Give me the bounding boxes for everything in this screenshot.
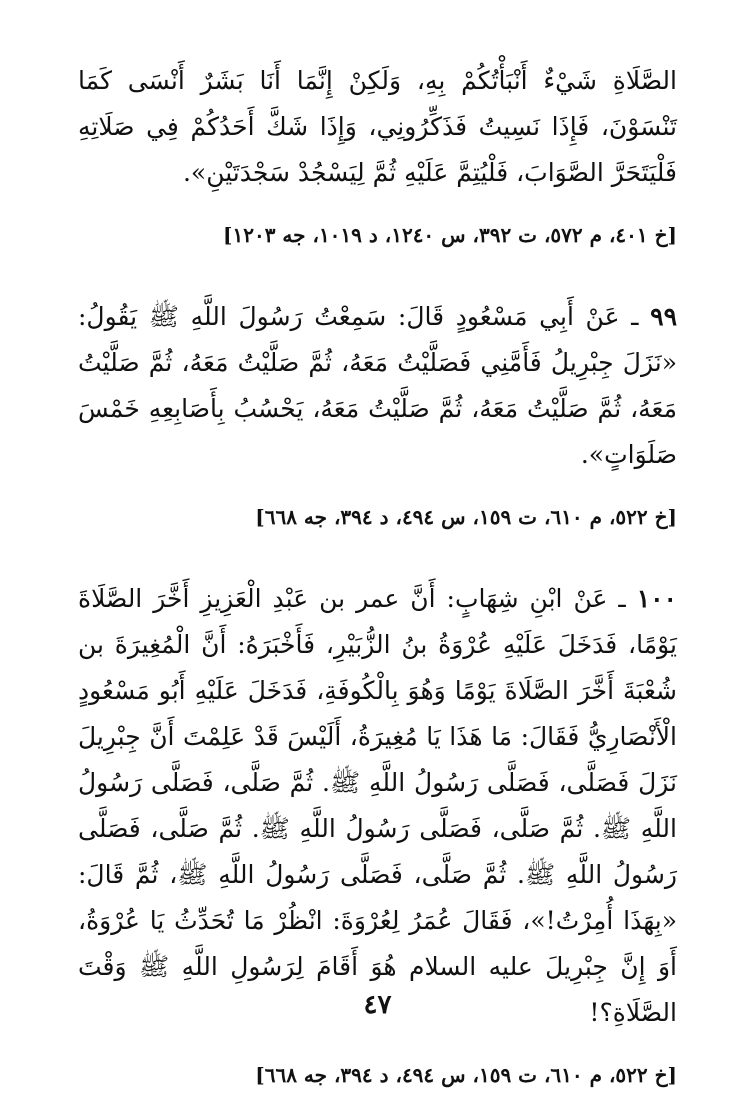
- hadith-100-paragraph: [78, 576, 677, 1036]
- hadith-99-paragraph: [78, 294, 677, 478]
- continuation-reference: [خ ٤٠١، م ٥٧٢، ت ٣٩٢، س ١٢٤٠، د ١٠١٩، جه ١٢٠٣]: [223, 223, 677, 247]
- page-number: ٤٧: [363, 990, 392, 1020]
- continuation-paragraph: الصَّلَاةِ شَيْءٌ أَنْبَأْتُكُمْ بِهِ، وَلَكِنْ إِنَّمَا أَنَا بَشَرٌ أَنْسَى كَمَا تَنْسَوْنَ، فَإِذَا نَسِيتُ فَذَكِّرُونِي، وَإِذَا شَكَّ أَحَدُكُمْ فِي صَلَاتِهِ فَلْيَتَحَرَّ الصَّوَابَ، فَلْيُتِمَّ عَلَيْهِ ثُمَّ لِيَسْجُدْ سَجْدَتَيْنِ».: [78, 66, 677, 187]
- hadith-100-reference: [خ ٥٢٢، م ٦١٠، ت ١٥٩، س ٤٩٤، د ٣٩٤، جه ٦٦٨]: [255, 1063, 677, 1087]
- hadith-99-number: ٩٩: [650, 302, 677, 331]
- hadith-100-number: ١٠٠: [636, 584, 677, 613]
- hadith-100-text: ـ عَنْ ابْنِ شِهَابٍ: أَنَّ عمر بن عَبْدِ الْعَزِيزِ أَخَّرَ الصَّلَاةَ يَوْمًا، فَدَخَلَ عَلَيْهِ عُرْوَةُ بنُ الزُّبَيْرِ، فَأَخْبَرَهُ: أَنَّ الْمُغِيرَةَ بن شُعْبَةَ أَخَّرَ الصَّلَاةَ يَوْمًا وَهُوَ بِالْكُوفَةِ، فَدَخَلَ عَلَيْهِ أَبُو مَسْعُودٍ الْأَنْصَارِيُّ فَقَالَ: مَا هَذَا يَا مُغِيرَةُ، أَلَيْسَ قَدْ عَلِمْتَ أَنَّ جِبْرِيلَ نَزَلَ فَصَلَّى، فَصَلَّى رَسُولُ اللَّهِ ﷺ. ثُمَّ صَلَّى، فَصَلَّى رَسُولُ اللَّهِ ﷺ. ثُمَّ صَلَّى، فَصَلَّى رَسُولُ اللَّهِ ﷺ. ثُمَّ صَلَّى، فَصَلَّى رَسُولُ اللَّهِ ﷺ. ثُمَّ صَلَّى، فَصَلَّى رَسُولُ اللَّهِ ﷺ، ثُمَّ قَالَ: «بِهَذَا أُمِرْتُ!»، فَقَالَ عُمَرُ لِعُرْوَةَ: انْظُرْ مَا تُحَدِّثُ يَا عُرْوَةُ، أَوَ إِنَّ جِبْرِيلَ عليه السلام هُوَ أَقَامَ لِرَسُولِ اللَّهِ ﷺ وَقْتَ الصَّلَاةِ؟!: [78, 584, 677, 1027]
- hadith-99-reference: [خ ٥٢٢، م ٦١٠، ت ١٥٩، س ٤٩٤، د ٣٩٤، جه ٦٦٨]: [255, 505, 677, 529]
- hadith-99-text: ـ عَنْ أَبِي مَسْعُودٍ قَالَ: سَمِعْتُ رَسُولَ اللَّهِ ﷺ يَقُولُ: «نَزَلَ جِبْرِيلُ فَأَمَّنِي فَصَلَّيْتُ مَعَهُ، ثُمَّ صَلَّيْتُ مَعَهُ، ثُمَّ صَلَّيْتُ مَعَهُ، ثُمَّ صَلَّيْتُ مَعَهُ، ثُمَّ صَلَّيْتُ مَعَهُ، يَحْسُبُ بِأَصَابِعِهِ خَمْسَ صَلَوَاتٍ».: [78, 302, 677, 469]
